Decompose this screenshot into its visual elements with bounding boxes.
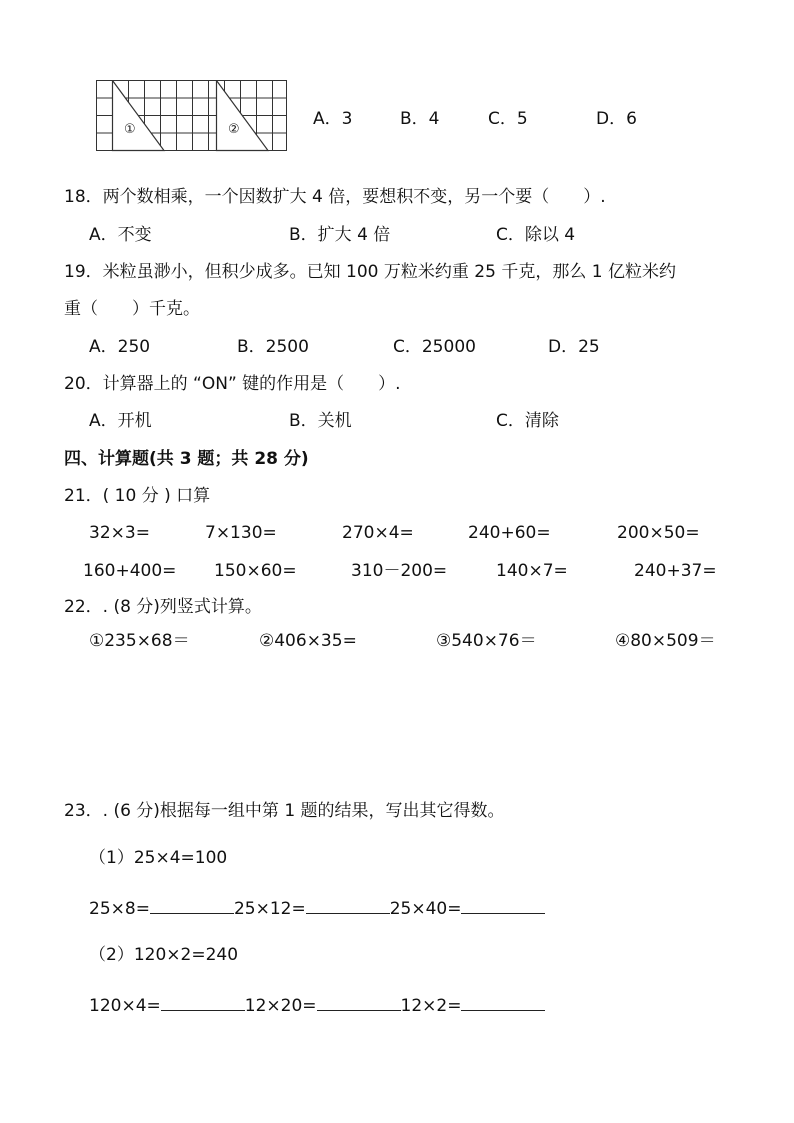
q23-item: 12×2= xyxy=(400,996,462,1016)
q23-item: 25×12= xyxy=(233,899,306,919)
q21-item: 240+37= xyxy=(634,561,717,581)
q21-item: 240+60= xyxy=(468,523,551,543)
q21-item: 140×7= xyxy=(496,561,568,581)
q23-item: 25×40= xyxy=(389,899,462,919)
q21-item: 160+400= xyxy=(83,561,177,581)
q20-option-a[interactable]: A．开机 xyxy=(89,411,152,431)
answer-blank[interactable] xyxy=(306,896,390,914)
q18-option-b[interactable]: B．扩大 4 倍 xyxy=(289,225,391,245)
q22-item: ④80×509＝ xyxy=(615,631,716,651)
q21-item: 150×60= xyxy=(214,561,297,581)
answer-blank[interactable] xyxy=(161,993,245,1011)
q20-option-c[interactable]: C．清除 xyxy=(496,411,559,431)
answer-blank[interactable] xyxy=(461,993,545,1011)
answer-blank[interactable] xyxy=(150,896,234,914)
q19-option-b[interactable]: B．2500 xyxy=(237,337,309,357)
q23-item: 25×8= xyxy=(89,899,150,919)
q18-stem: 18．两个数相乘，一个因数扩大 4 倍，要想积不变，另一个要（ ）. xyxy=(64,187,606,207)
q21-stem: 21．( 10 分 ) 口算 xyxy=(64,486,211,506)
q23-item: 12×20= xyxy=(244,996,317,1016)
q23-group1-row xyxy=(89,896,545,920)
q23-group1-title: （1）25×4=100 xyxy=(89,848,228,868)
grid-figure xyxy=(96,80,288,152)
q21-item: 270×4= xyxy=(342,523,414,543)
q19-option-d[interactable]: D．25 xyxy=(548,337,600,357)
q19-option-a[interactable]: A．250 xyxy=(89,337,151,357)
section-title: 四、计算题(共 3 题；共 28 分) xyxy=(64,449,309,469)
q17-option-d[interactable]: D．6 xyxy=(596,109,637,129)
q17-option-b[interactable]: B．4 xyxy=(400,109,440,129)
q23-group2-title: （2）120×2=240 xyxy=(89,945,239,965)
q22-stem: 22．. (8 分)列竖式计算。 xyxy=(64,597,262,617)
q21-item: 7×130= xyxy=(205,523,277,543)
q19-stem-line2: 重（ ）千克。 xyxy=(64,299,200,319)
q19-stem-line1: 19．米粒虽渺小，但积少成多。已知 100 万粒米约重 25 千克，那么 1 亿粒米约 xyxy=(64,262,676,282)
q17-option-a[interactable]: A．3 xyxy=(313,109,353,129)
q22-item: ②406×35= xyxy=(259,631,357,651)
q22-item: ①235×68＝ xyxy=(89,631,190,651)
q22-item: ③540×76＝ xyxy=(436,631,537,651)
q20-stem: 20．计算器上的 “ON” 键的作用是（ ）. xyxy=(64,374,401,394)
q21-item: 32×3= xyxy=(89,523,150,543)
q21-item: 200×50= xyxy=(617,523,700,543)
q20-option-b[interactable]: B．关机 xyxy=(289,411,352,431)
q23-item: 120×4= xyxy=(89,996,161,1016)
q17-option-c[interactable]: C．5 xyxy=(488,109,528,129)
q23-stem: 23．. (6 分)根据每一组中第 1 题的结果，写出其它得数。 xyxy=(64,801,505,821)
q18-option-c[interactable]: C．除以 4 xyxy=(496,225,576,245)
q19-option-c[interactable]: C．25000 xyxy=(393,337,476,357)
answer-blank[interactable] xyxy=(317,993,401,1011)
q18-option-a[interactable]: A．不变 xyxy=(89,225,152,245)
q23-group2-row xyxy=(89,993,545,1017)
answer-blank[interactable] xyxy=(461,896,545,914)
q21-item: 310－200= xyxy=(351,561,448,581)
figure-label-1: ① xyxy=(124,122,136,137)
figure-label-2: ② xyxy=(228,122,240,137)
